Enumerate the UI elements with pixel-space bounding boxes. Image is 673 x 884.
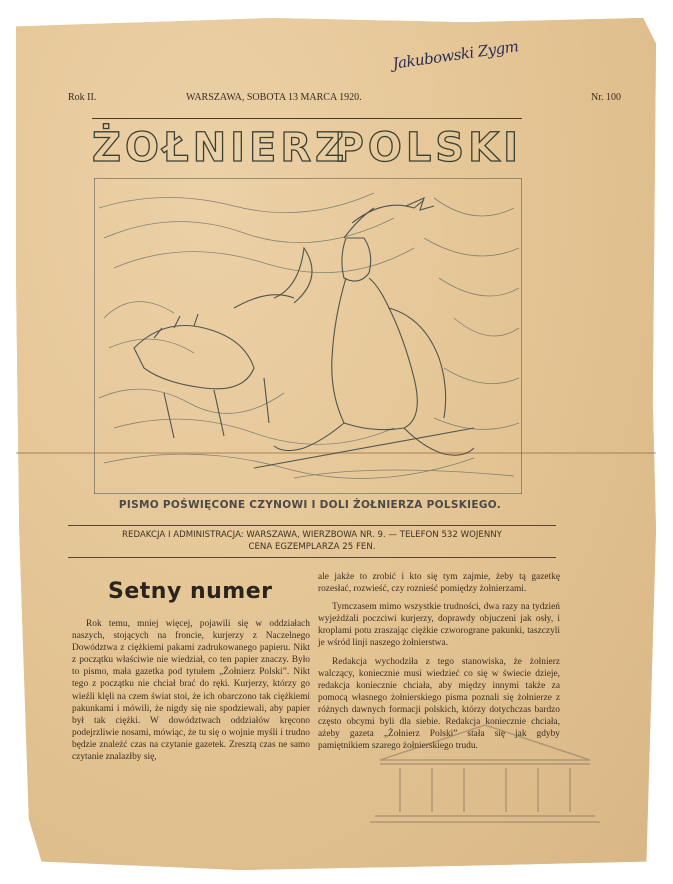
masthead-title-right: POLSKI [334, 125, 522, 171]
article-paragraph: Rok temu, mniej więcej, pojawili się w oddziałach naszych, stojących na froncie, kurjerzy z Naczelnego Dowództwa z ciężkiemi pakami zadrukowanego papieru. Nikt z początku właściwie nie wiedział, co ten papier znaczy. Było to pismo, mała gazetka pod tytułem „Żołnierz Polski”. Nikt tego z początku nie chciał brać do ręki. Kurjerzy, którzy go wieźli klęli na czem świat stoi, że ich obarczono tak ciężkiemi pakunkami i mówili, że nigdy się nie spodziewali, aby papier był tak ciężki. W dowództwach oddziałów kręcono podejrzliwie nosami, mówiąc, że tu się o wojnie myśli i trudno będzie znaleźć czas na czytanie gazetek. Zresztą czas ne samo czytanie znalazłby się, [72, 619, 310, 763]
masthead-title-left: ŻOŁNIERZ [92, 125, 349, 171]
price-line: CENA EGZEMPLARZA 25 FEN. [248, 542, 376, 552]
address-top-rule [68, 525, 556, 526]
issue-number: Nr. 100 [591, 92, 621, 103]
masthead-top-rule [92, 118, 522, 119]
soldier-illustration [94, 178, 522, 494]
article-headline: Setny numer [108, 579, 273, 604]
handwritten-signature: Jakubowski Zygm [391, 37, 520, 73]
address-bottom-rule [68, 557, 556, 558]
volume-label: Rok II. [68, 92, 97, 103]
article-column-left [72, 618, 310, 763]
building-watermark-icon [370, 720, 600, 830]
article-paragraph: Redakcja wychodziła z tego stanowiska, że żołnierz walczący, koniecznie musi wiedzieć co się w świecie dzieje, redakcja koniecznie chciała, aby między innymi także za pomocą własnego żołnierskiego pisma poznali się żołnierze z różnych dawnych formacji polskich, którzy dotychczas bardzo często obcymi byli dla siebie. Redakcja koniecznie chciała, ażeby gazeta „Żołnierz Polski” stała się jak gdyby pamiętnikiem szarego żołnierskiego trudu. [318, 656, 560, 752]
address-line: REDAKCJA I ADMINISTRACJA: WARSZAWA, WIERZBOWA NR. 9. — TELEFON 532 WOJENNY [122, 530, 502, 540]
article-paragraph: ale jakże to zrobić i kto się tym zajmie, żeby tą gazetkę rozesłać, rozwieść, czy roznieść pomiędzy żołnierzami. [318, 572, 560, 595]
address-block [68, 529, 556, 553]
masthead-tagline: PISMO POŚWIĘCONE CZYNOWI I DOLI ŻOŁNIERZA POLSKIEGO. [118, 499, 502, 511]
masthead-title [92, 124, 522, 172]
dateline-text: WARSZAWA, SOBOTA 13 MARCA 1920. [186, 92, 362, 103]
article-paragraph: Tymczasem mimo wszystkie trudności, dwa razy na tydzień wyjeżdżali poczciwi kurjerzy, doprawdy objuczeni jak osły, i kroplami potu zraszając ciężkie czworograne pakunki, taszczyli je wśród linji naszego żołnierstwa. [318, 602, 560, 649]
